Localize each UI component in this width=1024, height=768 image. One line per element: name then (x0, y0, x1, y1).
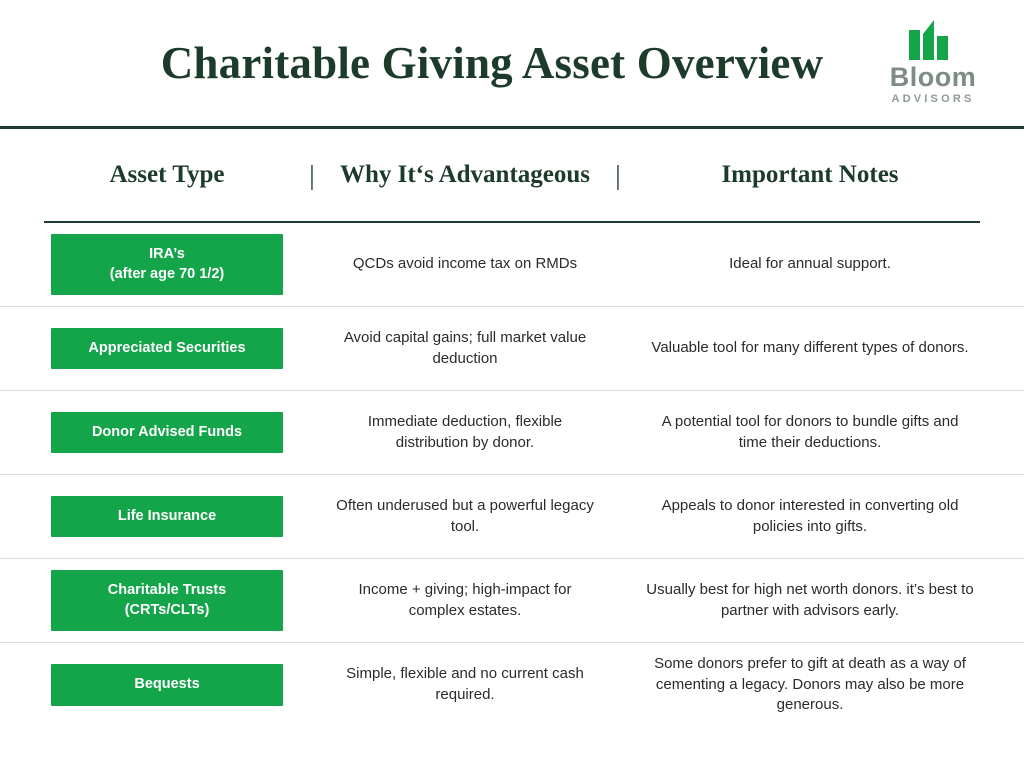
important-notes-cell: Valuable tool for many different types of donors. (651, 339, 969, 357)
column-header-why-advantageous: Why It‘s Advantageous (339, 160, 591, 188)
asset-type-badge: Bequests (51, 664, 283, 706)
important-notes-cell: Appeals to donor interested in converting old policies into gifts. (661, 496, 959, 535)
important-notes-cell: Ideal for annual support. (729, 255, 891, 273)
asset-type-cell (44, 234, 290, 295)
asset-type-cell (44, 570, 290, 631)
table-row (0, 307, 1024, 391)
column-header-important-notes: Important Notes (721, 160, 899, 188)
asset-table (0, 129, 1024, 221)
column-separator-1: | (309, 159, 315, 190)
why-advantageous-cell: Avoid capital gains; full market value deduction (343, 328, 587, 367)
asset-type-cell (44, 412, 290, 454)
asset-type-cell (44, 496, 290, 538)
table-body (0, 223, 1024, 727)
table-row (0, 391, 1024, 475)
important-notes-cell: Some donors prefer to gift at death as a way of cementing a legacy. Donors may also be more generous. (654, 654, 966, 714)
important-notes-cell: Usually best for high net worth donors. it’s best to partner with advisors early. (646, 580, 974, 619)
asset-type-badge: Donor Advised Funds (51, 412, 283, 454)
asset-type-cell (44, 328, 290, 370)
asset-type-badge: IRA’s (after age 70 1/2) (51, 234, 283, 295)
column-separator-2: | (615, 159, 621, 190)
column-header-asset-type: Asset Type (109, 160, 225, 188)
why-advantageous-cell: Often underused but a powerful legacy tool. (336, 496, 594, 535)
brand-logo (868, 16, 998, 105)
asset-type-badge: Life Insurance (51, 496, 283, 538)
page-title: Charitable Giving Asset Overview (160, 38, 824, 88)
brand-name: Bloom (889, 62, 977, 92)
why-advantageous-cell: QCDs avoid income tax on RMDs (352, 255, 578, 273)
table-header-row (44, 129, 980, 221)
table-row (0, 475, 1024, 559)
table-row (0, 643, 1024, 727)
table-row (0, 559, 1024, 643)
document-header (0, 0, 1024, 126)
bloom-bar-chart-logo-icon (905, 16, 961, 60)
why-advantageous-cell: Income + giving; high-impact for complex estates. (358, 580, 572, 619)
important-notes-cell: A potential tool for donors to bundle gifts and time their deductions. (661, 412, 959, 451)
asset-type-cell (44, 664, 290, 706)
asset-type-badge: Appreciated Securities (51, 328, 283, 370)
why-advantageous-cell: Simple, flexible and no current cash required. (346, 665, 584, 703)
why-advantageous-cell: Immediate deduction, flexible distribution by donor. (367, 412, 563, 451)
brand-subtitle: ADVISORS (891, 93, 975, 105)
asset-type-badge: Charitable Trusts (CRTs/CLTs) (51, 570, 283, 631)
table-row (0, 223, 1024, 307)
